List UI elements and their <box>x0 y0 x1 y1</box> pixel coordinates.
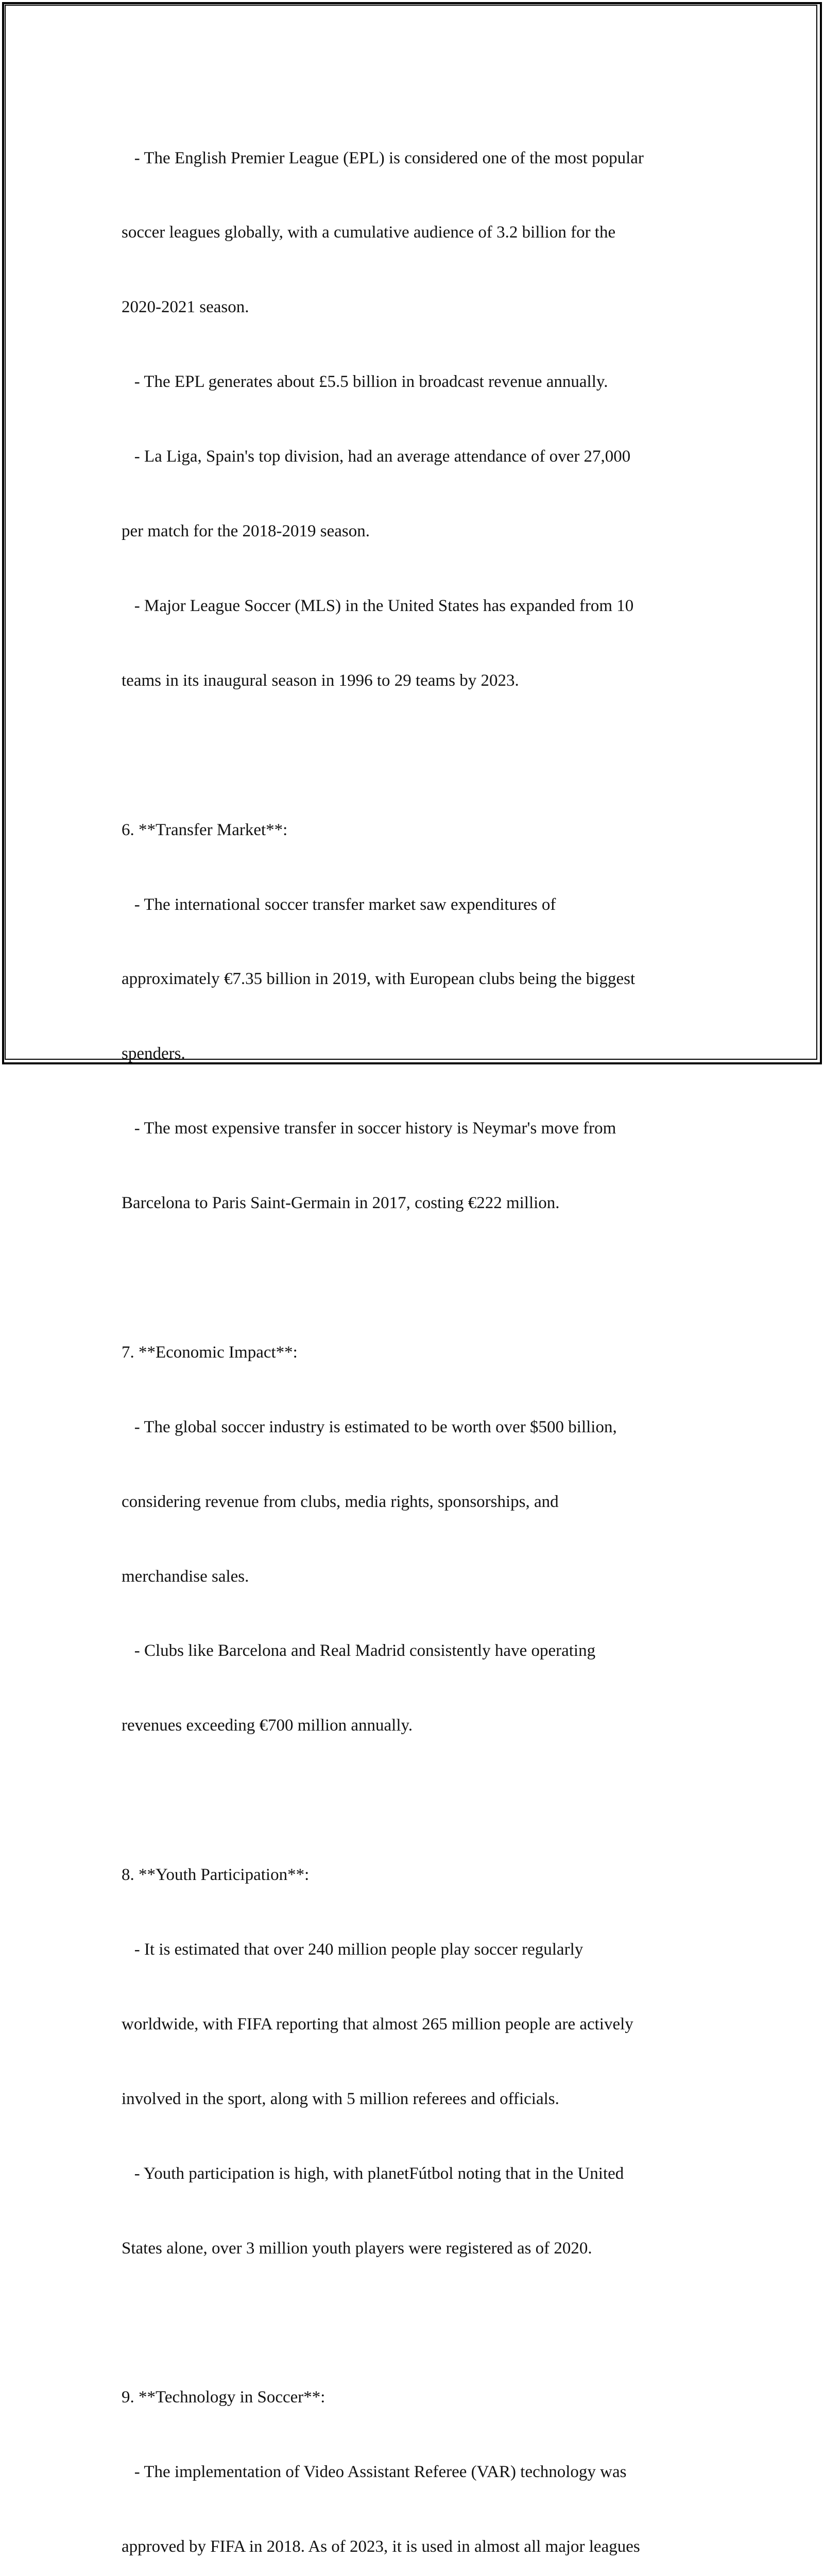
text-line: Barcelona to Paris Saint-Germain in 2017, costing €222 million. <box>122 1194 560 1213</box>
blank-line <box>122 1788 709 1812</box>
text-line: - The global soccer industry is estimated to be worth over $500 billion, <box>122 1417 617 1436</box>
text-line: teams in its inaugural season in 1996 to 29 teams by 2023. <box>122 671 519 690</box>
text-line: per match for the 2018-2019 season. <box>122 522 370 541</box>
text-line: soccer leagues globally, with a cumulative audience of 3.2 billion for the <box>122 223 616 242</box>
text-line: - The most expensive transfer in soccer history is Neymar's move from <box>122 1119 616 1138</box>
text-line: - The international soccer transfer market saw expenditures of <box>122 895 556 914</box>
text-line: - Youth participation is high, with planetFútbol noting that in the United <box>122 2164 624 2183</box>
section-heading: 9. **Technology in Soccer**: <box>122 2388 325 2407</box>
blank-line <box>122 1265 709 1290</box>
text-line: merchandise sales. <box>122 1567 249 1586</box>
text-line: - It is estimated that over 240 million people play soccer regularly <box>122 1940 583 1959</box>
section-heading: 6. **Transfer Market**: <box>122 820 288 839</box>
text-line: approved by FIFA in 2018. As of 2023, it is used in almost all major leagues <box>122 2537 640 2556</box>
text-line: - Major League Soccer (MLS) in the United States has expanded from 10 <box>122 596 634 615</box>
text-line: - La Liga, Spain's top division, had an average attendance of over 27,000 <box>122 447 631 466</box>
document-body <box>122 96 709 2576</box>
section-heading: 7. **Economic Impact**: <box>122 1343 298 1362</box>
text-line: considering revenue from clubs, media rights, sponsorships, and <box>122 1492 559 1511</box>
text-line: worldwide, with FIFA reporting that almost 265 million people are actively <box>122 2014 633 2033</box>
text-line: - The English Premier League (EPL) is considered one of the most popular <box>122 148 644 167</box>
text-line: spenders. <box>122 1044 185 1063</box>
text-line: revenues exceeding €700 million annually. <box>122 1716 413 1735</box>
text-line: 2020-2021 season. <box>122 298 249 317</box>
section-heading: 8. **Youth Participation**: <box>122 1866 310 1885</box>
text-line: - The EPL generates about £5.5 billion in broadcast revenue annually. <box>122 372 608 392</box>
blank-line <box>122 743 709 768</box>
text-line: involved in the sport, along with 5 million referees and officials. <box>122 2089 559 2108</box>
blank-line <box>122 2310 709 2335</box>
text-line: approximately €7.35 billion in 2019, with European clubs being the biggest <box>122 970 636 989</box>
text-line: - Clubs like Barcelona and Real Madrid consistently have operating <box>122 1641 596 1660</box>
text-line: - The implementation of Video Assistant Referee (VAR) technology was <box>122 2463 627 2482</box>
text-line: States alone, over 3 million youth players were registered as of 2020. <box>122 2239 592 2258</box>
